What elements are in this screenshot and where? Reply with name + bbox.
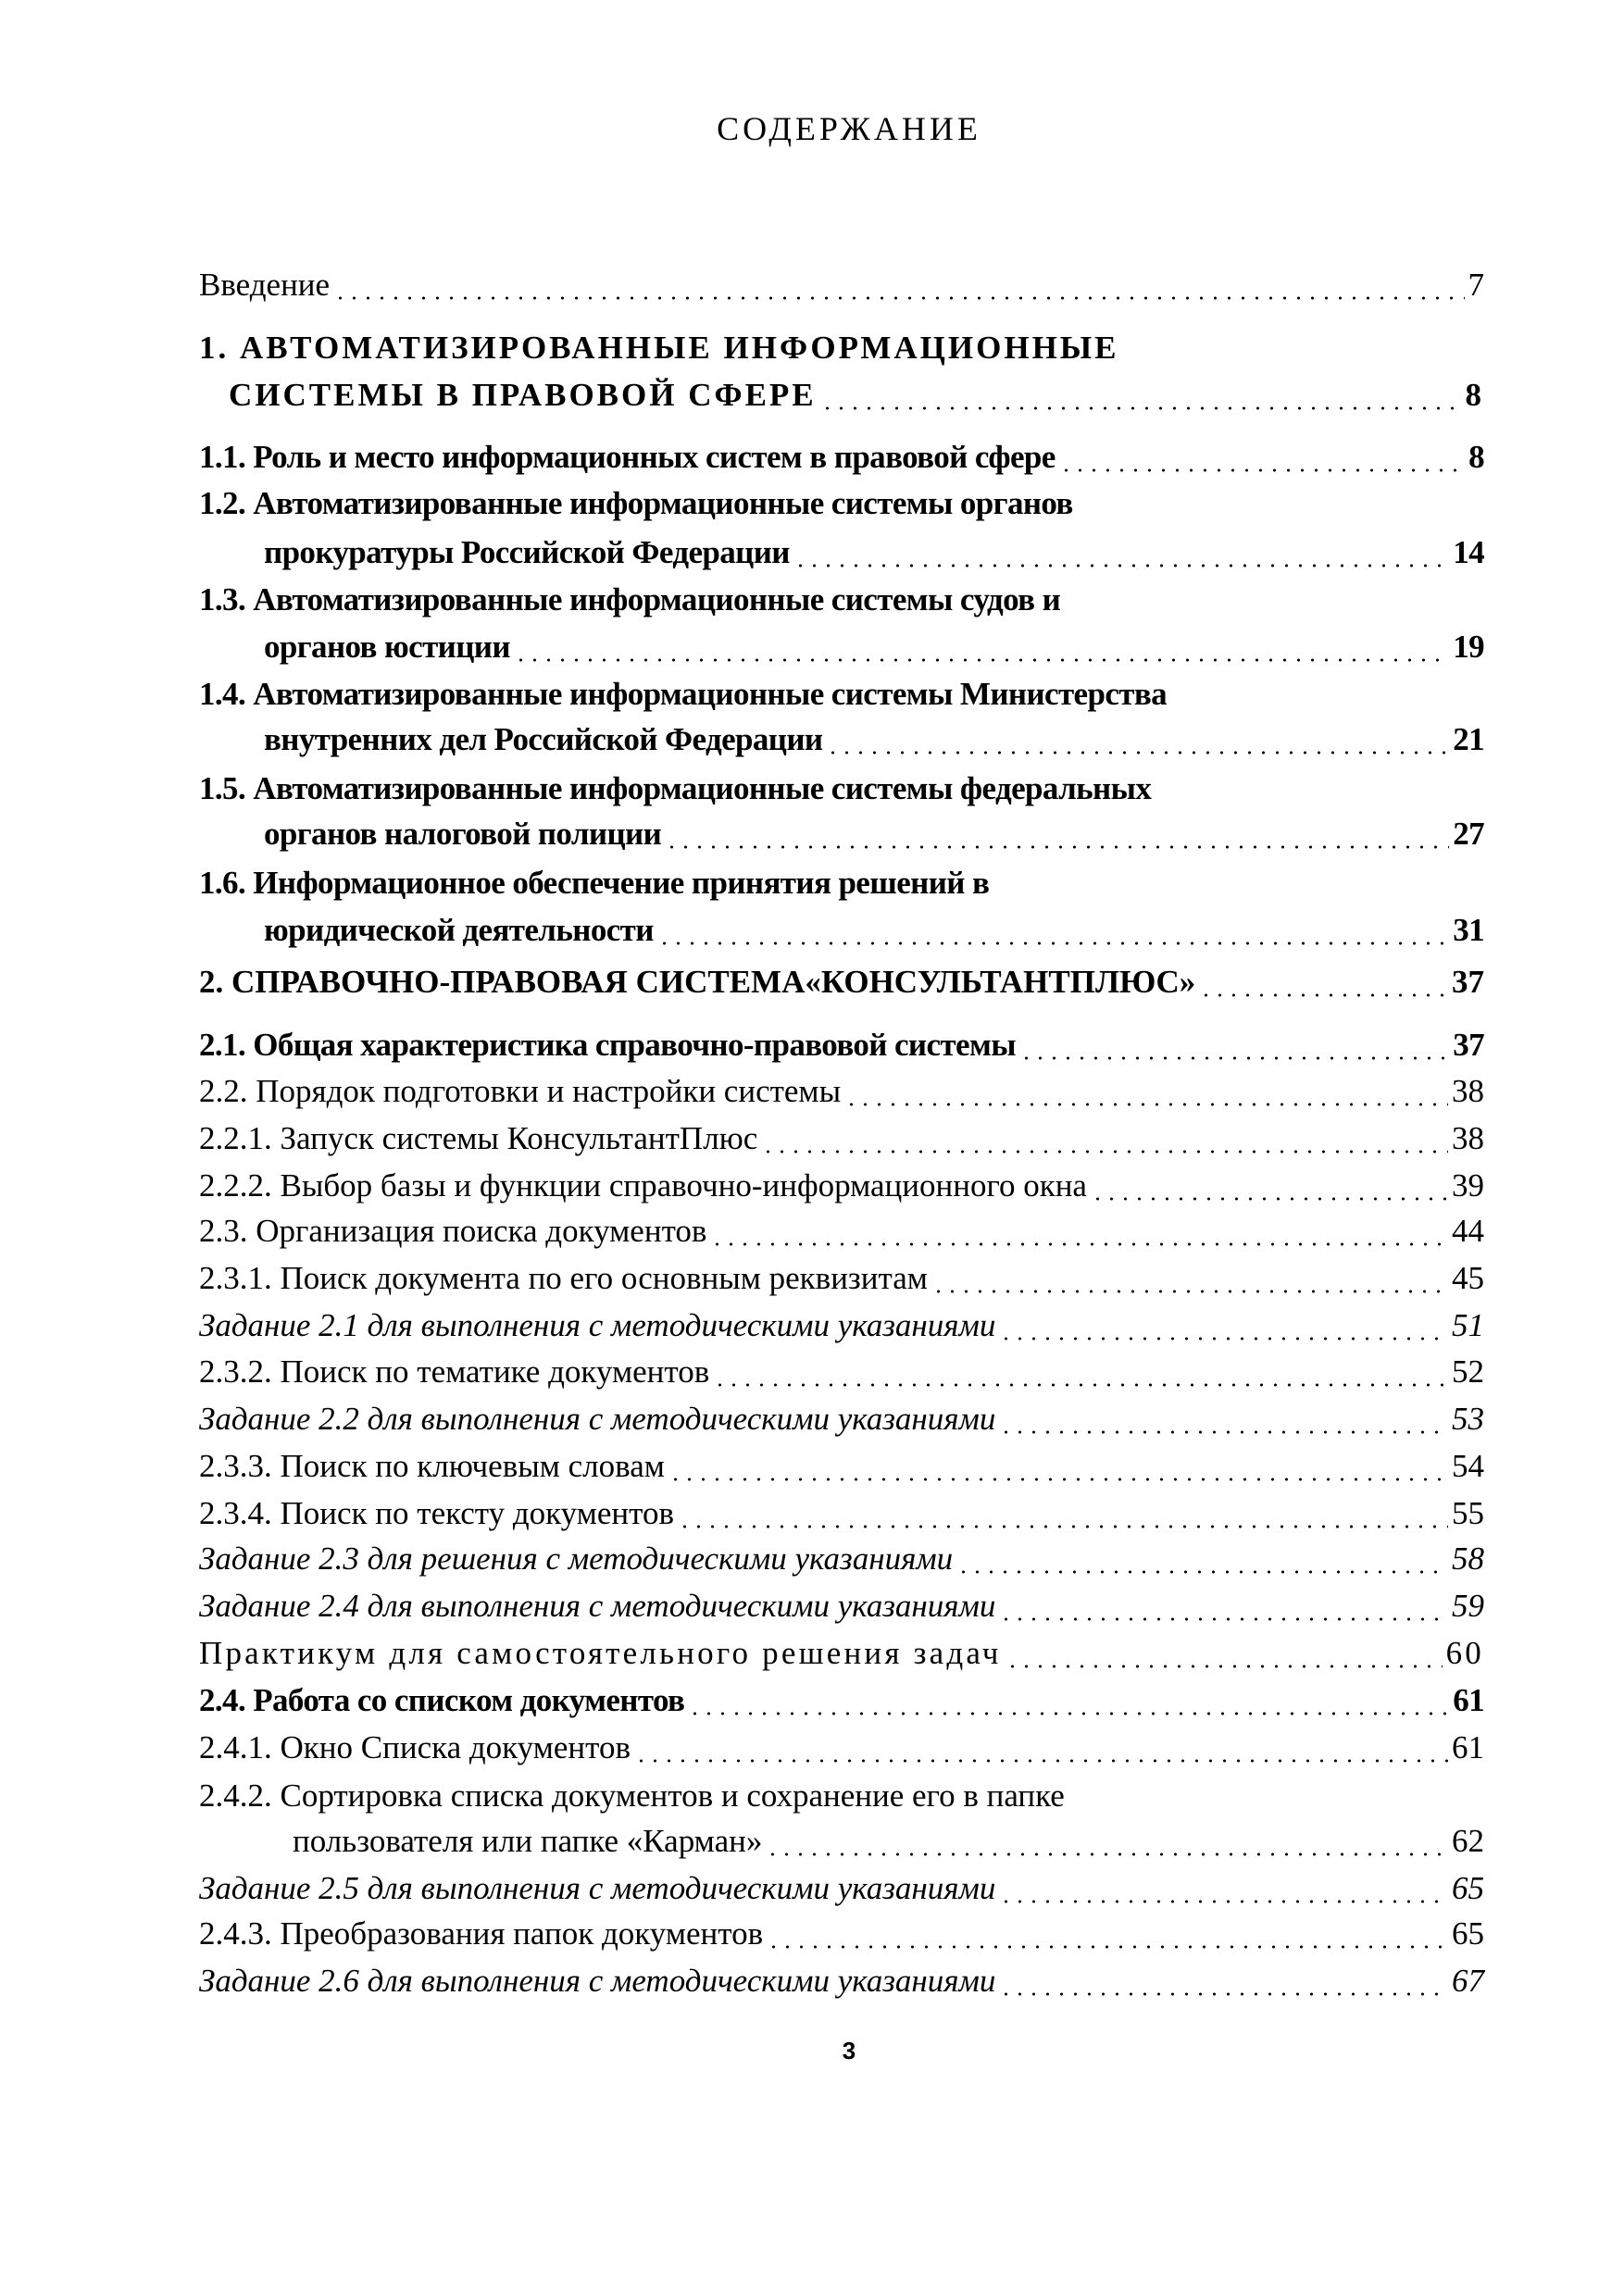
entry-page: 51 [1452,1307,1484,1343]
toc-entry [199,959,1484,1005]
dot-leader [931,1255,1448,1302]
toc-entry [199,1255,1484,1302]
entry-page: 37 [1452,964,1484,1000]
entry-title: Практикум для самостоятельного решения задач [199,1635,1002,1671]
toc-entry [199,1208,1484,1254]
toc-entry [199,1865,1484,1912]
dot-leader [766,1818,1448,1865]
entry-page: 45 [1452,1260,1484,1296]
entry-title: Введение [199,267,331,303]
dot-leader [999,1583,1448,1629]
dot-leader [713,1349,1448,1395]
entry-title: Задание 2.6 для выполнения с методическими указаниями [199,1963,996,1999]
entry-title: 2.2. Порядок подготовки и настройки системы [199,1073,842,1109]
entry-page: 65 [1452,1915,1484,1952]
toc-entry-line [199,766,1484,812]
entry-title: 2.4.3. Преобразования папок документов [199,1915,764,1952]
dot-leader [820,372,1462,418]
entry-page: 58 [1452,1540,1484,1577]
toc-entry [199,1116,1484,1162]
toc-entry [229,372,1484,418]
entry-title: юридической деятельности [264,912,654,948]
entry-page: 8 [1465,377,1484,413]
toc-entry [264,717,1484,763]
toc-entry [199,1349,1484,1395]
entry-page: 52 [1452,1353,1484,1390]
entry-title: 1.5. Автоматизированные информационные системы федеральных [199,770,1152,806]
dot-leader [1059,434,1465,480]
toc-entry-line [199,860,1484,906]
dot-leader [999,1303,1448,1349]
entry-page: 53 [1452,1401,1484,1437]
entry-page: 21 [1453,721,1484,757]
toc-entry [199,1163,1484,1209]
entry-title: 1.1. Роль и место информационных систем в правовой сфере [199,439,1056,475]
entry-title: 1.4. Автоматизированные информационные системы Министерства [199,676,1168,712]
toc-entry [199,1396,1484,1442]
entry-title: Задание 2.1 для выполнения с методическими указаниями [199,1307,996,1343]
toc-entry [199,1583,1484,1629]
toc-entry [199,1725,1484,1771]
toc-title: СОДЕРЖАНИЕ [717,110,981,147]
entry-page: 54 [1452,1448,1484,1484]
entry-title: 2.3.1. Поиск документа по его основным реквизитам [199,1260,928,1296]
dot-leader [634,1725,1448,1771]
entry-title: 1.6. Информационное обеспечение принятия решений в [199,865,990,901]
entry-title: 1. АВТОМАТИЗИРОВАННЫЕ ИНФОРМАЦИОННЫЕ [199,330,1119,366]
entry-page: 55 [1452,1495,1484,1531]
entry-page: 38 [1452,1120,1484,1156]
dot-leader [514,624,1449,670]
toc-entry [199,1491,1484,1537]
dot-leader [678,1491,1448,1537]
dot-leader [767,1911,1448,1957]
entry-page: 39 [1452,1167,1484,1204]
toc-entry [199,1536,1484,1582]
entry-title: 1.3. Автоматизированные информационные системы судов и [199,581,1061,617]
entry-title: 1.2. Автоматизированные информационные системы органов [199,485,1073,521]
dot-leader [1006,1630,1443,1677]
toc-entry [264,811,1484,857]
entry-title: Задание 2.4 для выполнения с методическими указаниями [199,1588,996,1624]
entry-page: 61 [1452,1729,1484,1765]
entry-title: прокуратуры Российской Федерации [264,534,790,570]
dot-leader [999,1865,1448,1912]
dot-leader [710,1208,1448,1254]
entry-title: пользователя или папке «Карман» [293,1823,763,1859]
entry-page: 67 [1452,1963,1484,1999]
dot-leader [665,811,1449,857]
toc-entry-line [199,480,1484,527]
dot-leader [1091,1163,1448,1209]
toc-entry-line [199,671,1484,717]
dot-leader [688,1678,1449,1724]
entry-title: 2.3.2. Поиск по тематике документов [199,1353,710,1390]
toc-entry [264,530,1484,576]
entry-page: 65 [1452,1870,1484,1906]
dot-leader [333,262,1464,308]
toc-entry [264,907,1484,954]
entry-page: 59 [1452,1588,1484,1624]
entry-title: внутренних дел Российской Федерации [264,721,823,757]
page-number: 3 [842,2037,856,2064]
entry-title: 2.3.3. Поиск по ключевым словам [199,1448,665,1484]
entry-title: 2.2.1. Запуск системы КонсультантПлюс [199,1120,758,1156]
toc-entry [199,1068,1484,1115]
entry-page: 8 [1468,439,1484,475]
dot-leader [999,1958,1448,2004]
entry-title: 2.2.2. Выбор базы и функции справочно-информационного окна [199,1167,1087,1204]
dot-leader [956,1536,1448,1582]
entry-title: 2.3. Организация поиска документов [199,1213,707,1249]
toc-entry-line [199,325,1484,371]
entry-page: 44 [1452,1213,1484,1249]
entry-page: 60 [1445,1635,1484,1671]
dot-leader [793,530,1449,576]
entry-page: 38 [1452,1073,1484,1109]
dot-leader [999,1396,1448,1442]
entry-page: 61 [1453,1682,1484,1718]
entry-title: Задание 2.5 для выполнения с методическими указаниями [199,1870,996,1906]
entry-title: 2.1. Общая характеристика справочно-правовой системы [199,1027,1016,1063]
toc-entry [199,1958,1484,2004]
dot-leader [1019,1022,1449,1068]
entry-title: 2. СПРАВОЧНО-ПРАВОВАЯ СИСТЕМА«КОНСУЛЬТАНТПЛЮС» [199,964,1196,1000]
entry-page: 19 [1453,629,1484,665]
dot-leader [844,1068,1448,1115]
toc-entry-line [199,577,1484,623]
toc-entry [199,1443,1484,1490]
entry-title: 2.4.1. Окно Списка документов [199,1729,631,1765]
entry-title: Задание 2.2 для выполнения с методическими указаниями [199,1401,996,1437]
toc-entry [199,262,1484,308]
entry-title: органов юстиции [264,629,510,665]
toc-entry [199,1630,1484,1677]
entry-title: СИСТЕМЫ В ПРАВОВОЙ СФЕРЕ [229,377,817,413]
dot-leader [668,1443,1448,1490]
entry-title: 2.4.2. Сортировка списка документов и сохранение его в папке [199,1777,1065,1814]
toc-entry [199,1022,1484,1068]
entry-page: 7 [1468,267,1484,303]
entry-page: 14 [1453,534,1484,570]
toc-entry-line [199,1773,1484,1819]
entry-page: 37 [1453,1027,1484,1063]
toc-entry [293,1818,1484,1865]
entry-title: 2.4. Работа со списком документов [199,1682,685,1718]
toc-entry [199,1911,1484,1957]
entry-page: 27 [1453,816,1484,852]
dot-leader [826,717,1449,763]
entry-page: 31 [1453,912,1484,948]
entry-title: 2.3.4. Поиск по тексту документов [199,1495,674,1531]
dot-leader [1199,959,1448,1005]
dot-leader [761,1116,1448,1162]
toc-entry [264,624,1484,670]
toc-entry [199,1678,1484,1724]
entry-title: Задание 2.3 для решения с методическими указаниями [199,1540,954,1577]
entry-title: органов налоговой полиции [264,816,662,852]
toc-entry [199,1303,1484,1349]
dot-leader [657,907,1449,954]
entry-page: 62 [1452,1823,1484,1859]
toc-entry [199,434,1484,480]
